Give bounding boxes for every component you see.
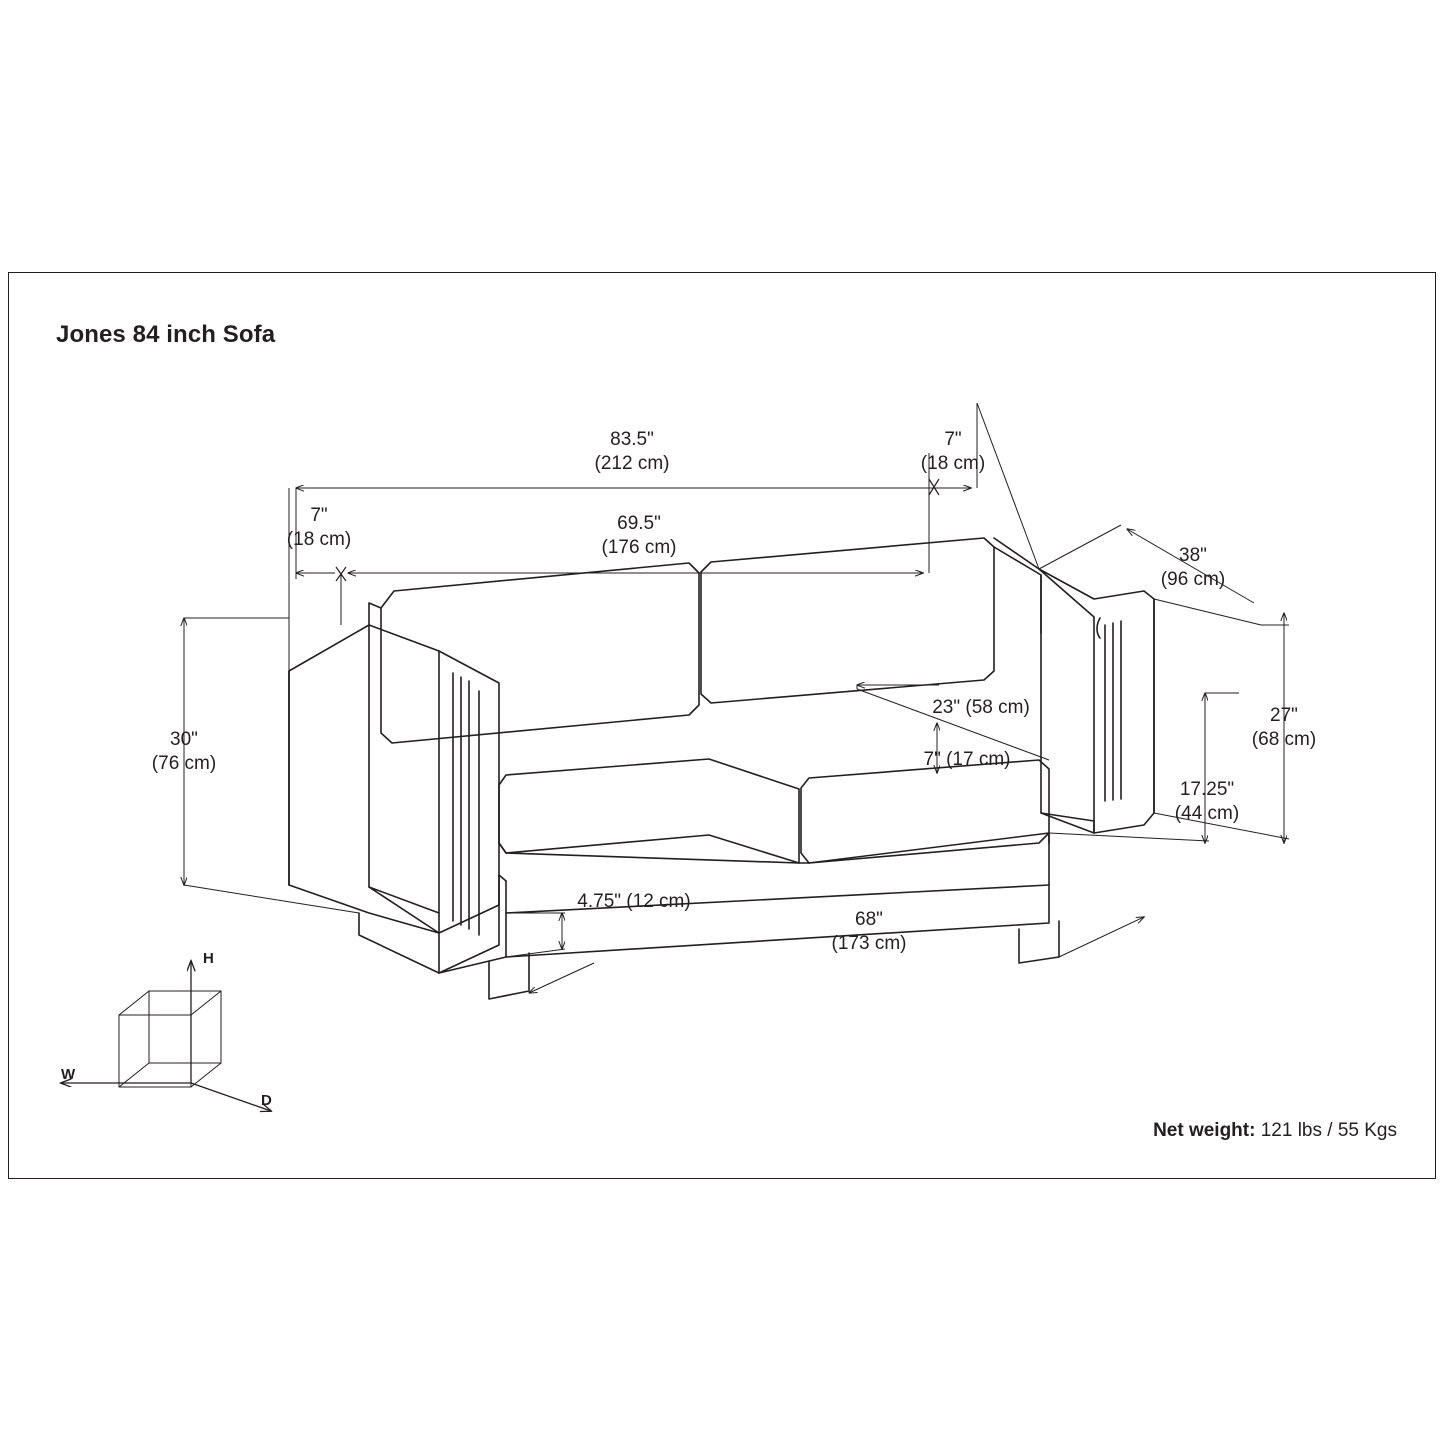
depth-in: 38"	[1179, 545, 1207, 566]
sofa-illustration	[289, 538, 1154, 999]
axis-label-depth: D	[261, 1092, 272, 1109]
dimension-lines	[184, 403, 1289, 993]
depth-cm: (96 cm)	[1160, 569, 1226, 590]
seat-depth: 23" (58 cm)	[932, 697, 1030, 718]
seat-width-in: 68"	[855, 909, 883, 930]
page-title: Jones 84 inch Sofa	[56, 321, 276, 348]
seat-height-in: 17.25"	[1179, 779, 1235, 800]
height-in: 30"	[170, 729, 198, 750]
axis-label-height: H	[203, 950, 214, 967]
arm-right-in: 7"	[944, 429, 962, 450]
leg-height: 4.75" (12 cm)	[577, 891, 691, 912]
net-weight	[1153, 1120, 1397, 1142]
arm-left-cm: (18 cm)	[286, 529, 352, 550]
inside-width-cm: (176 cm)	[601, 537, 677, 558]
inside-width-in: 69.5"	[617, 513, 661, 534]
net-weight-value: 121 lbs / 55 Kgs	[1260, 1120, 1397, 1141]
net-weight-label: Net weight:	[1153, 1120, 1256, 1141]
arm-right-cm: (18 cm)	[920, 453, 986, 474]
axis-label-width: W	[61, 1066, 76, 1083]
overall-width-cm: (212 cm)	[594, 453, 670, 474]
arm-height-in: 27"	[1270, 705, 1298, 726]
cushion-thickness: 7" (17 cm)	[923, 749, 1011, 770]
overall-width-in: 83.5"	[610, 429, 654, 450]
spec-sheet	[8, 272, 1436, 1179]
arm-left-in: 7"	[310, 505, 328, 526]
axis-legend	[61, 950, 272, 1111]
height-cm: (76 cm)	[151, 753, 217, 774]
arm-height-cm: (68 cm)	[1251, 729, 1317, 750]
sofa-dimension-drawing	[9, 273, 1437, 1180]
seat-height-cm: (44 cm)	[1174, 803, 1240, 824]
seat-width-cm: (173 cm)	[831, 933, 907, 954]
dimension-labels	[152, 429, 1316, 954]
